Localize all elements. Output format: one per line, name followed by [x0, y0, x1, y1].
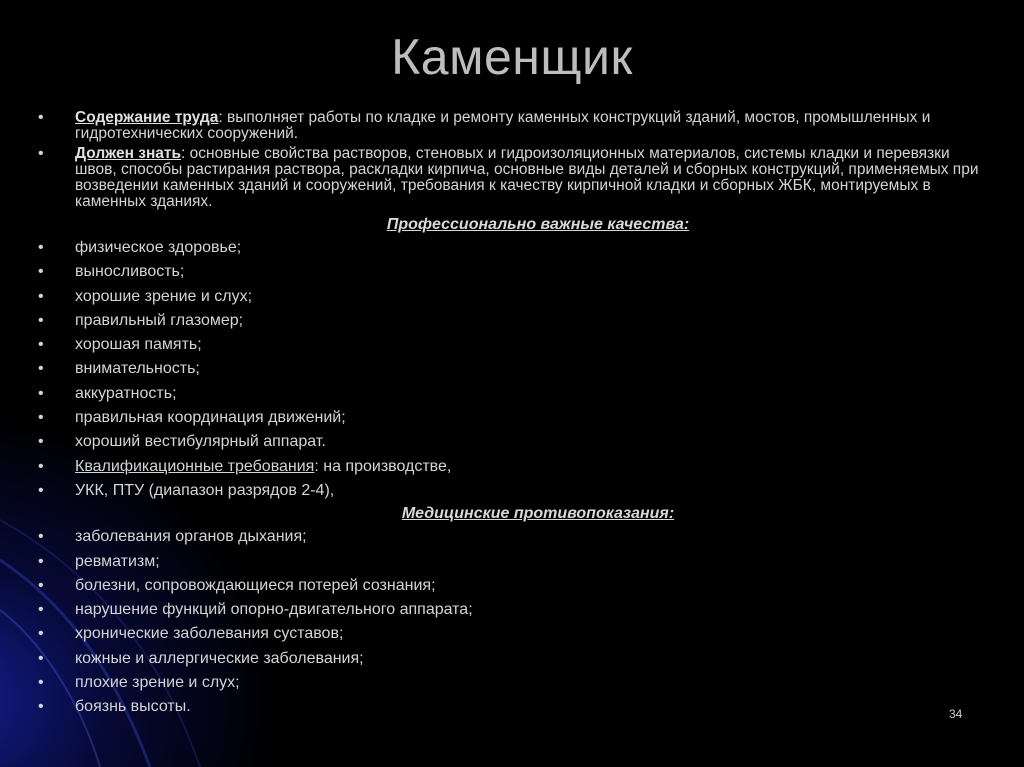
bullet-icon: •: [38, 698, 44, 716]
list-item: [38, 622, 988, 646]
paragraph-work-content: [38, 110, 988, 142]
paragraph-text: : основные свойства растворов, стеновых и гидроизоляционных материалов, системы кладки и перевязки швов, способы растирания раствора, раскладки кирпича, основные виды деталей и сборных конструкций, применяемых при возведении каменных зданий и сооружений, требования к качеству кирпичной кладки и сборных ЖБК, монтируемых в каменных зданиях.: [75, 145, 979, 210]
qualification-label: Квалификационные требования: [75, 457, 315, 475]
list-item-text: ревматизм;: [75, 552, 160, 570]
bullet-icon: •: [38, 457, 44, 475]
qualities-list: [38, 236, 988, 503]
list-item-text: аккуратность;: [75, 384, 177, 402]
contraindications-list: [38, 525, 988, 719]
list-item-text: правильная координация движений;: [75, 409, 346, 427]
bullet-icon: •: [38, 601, 44, 619]
paragraph-label: Должен знать: [75, 145, 182, 162]
list-item: [38, 574, 988, 598]
bullet-icon: •: [38, 649, 44, 667]
list-item-text: хронические заболевания суставов;: [75, 625, 344, 643]
list-item: [38, 357, 988, 381]
list-item-text: заболевания органов дыхания;: [75, 528, 307, 546]
bullet-icon: •: [38, 576, 44, 594]
list-item-text: хороший вестибулярный аппарат.: [75, 433, 326, 451]
list-item-text: боязнь высоты.: [75, 698, 191, 716]
bullet-icon: •: [38, 384, 44, 402]
bullet-icon: •: [38, 239, 44, 256]
list-item: [38, 309, 988, 333]
slide-content: [38, 110, 988, 720]
list-item-text: УКК, ПТУ (диапазон разрядов 2-4),: [75, 481, 335, 499]
list-item: [38, 598, 988, 622]
list-item: [38, 695, 988, 719]
bullet-icon: •: [38, 433, 44, 451]
list-item-text: выносливость;: [75, 263, 185, 281]
list-item-text: физическое здоровье;: [75, 239, 242, 256]
paragraph-must-know: [38, 146, 988, 210]
bullet-icon: •: [38, 409, 44, 427]
list-item-text: нарушение функций опорно-двигательного аппарата;: [75, 601, 473, 619]
list-item: [38, 479, 988, 503]
list-item: [38, 260, 988, 284]
list-item: [38, 382, 988, 406]
list-item: [38, 236, 988, 260]
bullet-icon: •: [38, 336, 44, 354]
list-item: [38, 285, 988, 309]
list-item: [38, 647, 988, 671]
list-item: [38, 333, 988, 357]
bullet-icon: •: [38, 263, 44, 281]
list-item-text: хорошая память;: [75, 336, 202, 354]
bullet-icon: •: [38, 481, 44, 499]
list-item-text: правильный глазомер;: [75, 311, 244, 329]
bullet-icon: •: [38, 287, 44, 305]
bullet-icon: •: [38, 145, 44, 162]
paragraph-text: : выполняет работы по кладке и ремонту каменных конструкций зданий, мостов, промышленных и гидротехнических сооружений.: [75, 109, 931, 142]
bullet-icon: •: [38, 109, 44, 126]
list-item-qualification: [38, 455, 988, 479]
list-item: [38, 430, 988, 454]
list-item: [38, 406, 988, 430]
list-item-text: болезни, сопровождающиеся потерей сознания;: [75, 576, 436, 594]
bullet-icon: •: [38, 552, 44, 570]
list-item: [38, 525, 988, 549]
bullet-icon: •: [38, 674, 44, 692]
list-item-text: плохие зрение и слух;: [75, 674, 240, 692]
qualification-text: : на производстве,: [314, 457, 452, 475]
list-item-text: внимательность;: [75, 360, 200, 378]
slide-title: Каменщик: [391, 29, 633, 85]
bullet-icon: •: [38, 311, 44, 329]
list-item: [38, 550, 988, 574]
bullet-icon: •: [38, 528, 44, 546]
bullet-icon: •: [38, 625, 44, 643]
list-item-text: кожные и аллергические заболевания;: [75, 649, 364, 667]
paragraph-label: Содержание труда: [75, 109, 219, 126]
section-heading-contraindications: Медицинские противопоказания:: [401, 505, 675, 523]
section-heading-qualities: Профессионально важные качества:: [386, 216, 690, 233]
bullet-icon: •: [38, 360, 44, 378]
list-item-text: хорошие зрение и слух;: [75, 287, 253, 305]
list-item: [38, 671, 988, 695]
page-number: 34: [949, 707, 963, 721]
